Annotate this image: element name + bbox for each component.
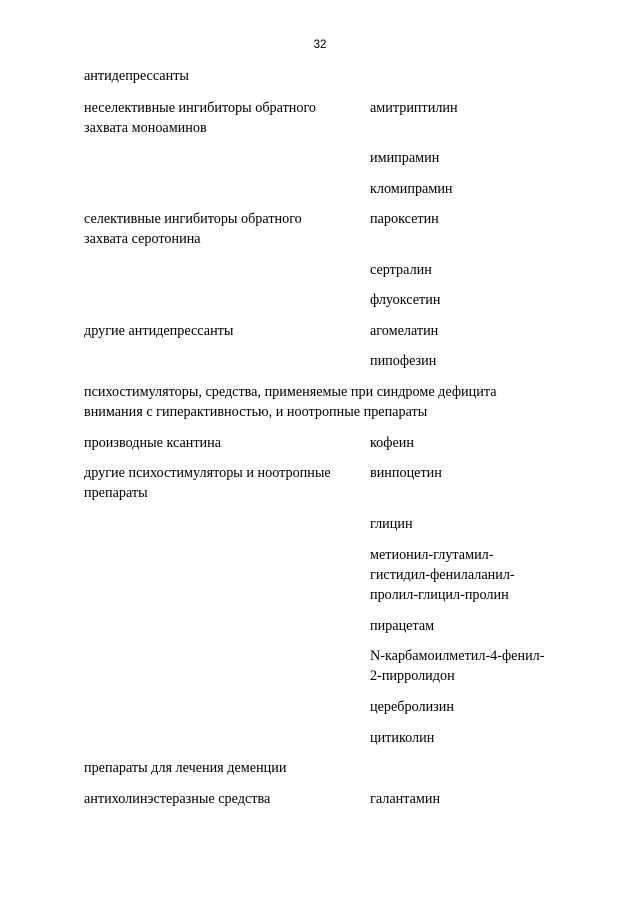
group-text-line: захвата серотонина [84,231,201,247]
group-cell [84,463,356,503]
drug-cell [370,616,570,636]
drug-cell [370,514,570,534]
drug-cell [370,148,570,168]
section-heading-text: препараты для лечения деменции [84,760,287,776]
group-cell [84,98,356,138]
group-text-line: захвата моноаминов [84,120,207,136]
section-heading-text: внимания с гиперактивностью, и ноотропные препараты [84,404,428,420]
drug-name: амитриптилин [370,100,458,116]
drug-cell [370,209,570,229]
drug-cell [370,351,570,371]
drug-name: цитиколин [370,730,435,746]
group-text-line: препараты [84,485,148,501]
group-cell [84,789,356,809]
group-cell [84,209,356,249]
drug-name: пролил-глицил-пролин [370,587,509,603]
drug-cell [370,179,570,199]
drug-name: флуоксетин [370,292,441,308]
drug-name: пипофезин [370,353,437,369]
section-heading-text: психостимуляторы, средства, применяемые при синдроме дефицита [84,384,497,400]
section-heading [84,66,554,86]
drug-cell [370,98,570,118]
drug-name: агомелатин [370,323,439,339]
group-cell [84,321,356,341]
drug-name: галантамин [370,791,441,807]
group-text-line: другие антидепрессанты [84,323,234,339]
group-text-line: антихолинэстеразные средства [84,791,271,807]
drug-name: пирацетам [370,618,435,634]
drug-cell [370,646,570,686]
drug-cell [370,697,570,717]
group-text-line: другие психостимуляторы и ноотропные [84,465,331,481]
drug-name: метионил-глутамил- [370,547,494,563]
drug-cell [370,260,570,280]
drug-cell [370,789,570,809]
drug-cell [370,433,570,453]
drug-cell [370,321,570,341]
drug-name: имипрамин [370,150,440,166]
group-text-line: селективные ингибиторы обратного [84,211,302,227]
drug-cell [370,728,570,748]
group-text-line: производные ксантина [84,435,222,451]
drug-cell [370,545,570,605]
drug-cell [370,290,570,310]
section-heading [84,758,554,778]
section-heading [84,382,554,422]
drug-name: глицин [370,516,413,532]
page-number: 32 [313,39,327,51]
drug-name: 2-пирролидон [370,668,455,684]
drug-name: сертралин [370,262,432,278]
drug-name: кофеин [370,435,414,451]
section-heading-text: антидепрессанты [84,68,189,84]
drug-name: церебролизин [370,699,454,715]
group-text-line: неселективные ингибиторы обратного [84,100,317,116]
drug-name: винпоцетин [370,465,442,481]
drug-cell [370,463,570,483]
drug-name: N-карбамоилметил-4-фенил- [370,648,545,664]
drug-name: пароксетин [370,211,439,227]
drug-name: кломипрамин [370,181,453,197]
group-cell [84,433,356,453]
drug-name: гистидил-фенилаланил- [370,567,515,583]
